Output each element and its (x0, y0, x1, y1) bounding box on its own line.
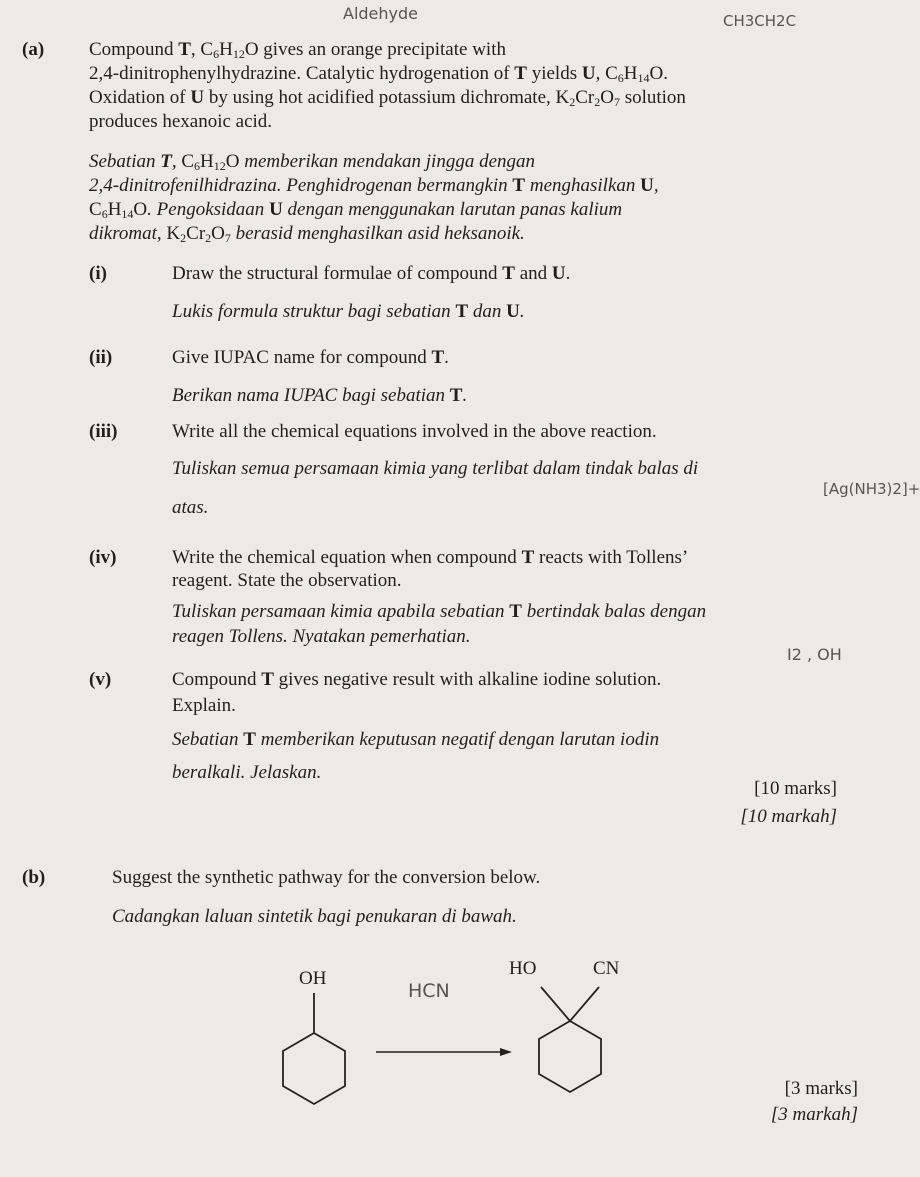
handwritten-note-iodine: I2 , OH (787, 645, 842, 664)
part-a-ms-line-4: dikromat, $K_2Cr_2O_7$ berasid menghasilkan asid heksanoik. (89, 223, 525, 245)
question-iv-number: (iv) (89, 547, 117, 568)
handwritten-note-tollens: [Ag(NH3)2]+ (823, 480, 920, 498)
part-b-en: Suggest the synthetic pathway for the conversion below. (112, 867, 541, 888)
handwritten-note-aldehyde: Aldehyde (343, 4, 418, 23)
question-i-number: (i) (89, 263, 107, 284)
part-b-marks-ms: [3 markah] (770, 1104, 858, 1125)
part-a-en-line-3: Oxidation of U by using hot acidified potassium dichromate, $K_2Cr_2O_7$ solution (89, 87, 686, 109)
product-ho-label: HO (509, 958, 537, 979)
product-ho-bond (541, 987, 570, 1021)
question-iii-ms-line-1: Tuliskan semua persamaan kimia yang terlibat dalam tindak balas di (172, 458, 699, 479)
part-a-marks-en: [10 marks] (754, 778, 837, 799)
question-ii-en: Give IUPAC name for compound T. (172, 347, 449, 368)
part-a-ms-line-3: $C_6H_{14}O$. Pengoksidaan U dengan menggunakan larutan panas kalium (89, 199, 623, 221)
question-ii-ms: Berikan nama IUPAC bagi sebatian T. (172, 385, 468, 406)
question-iv-en-line-1: Write the chemical equation when compound T reacts with Tollens’ (172, 547, 689, 568)
question-iv-ms-line-1: Tuliskan persamaan kimia apabila sebatian T bertindak balas dengan (172, 601, 707, 622)
part-a-marks-ms: [10 markah] (740, 806, 837, 827)
question-iii-ms-line-2: atas. (172, 497, 209, 518)
question-v-en-line-2: Explain. (172, 695, 236, 716)
part-b-marks-en: [3 marks] (784, 1078, 858, 1099)
question-iv-ms-line-2: reagen Tollens. Nyatakan pemerhatian. (172, 626, 471, 647)
question-i-en: Draw the structural formulae of compound T and U. (172, 263, 571, 284)
handwritten-note-formula: CH3CH2C (723, 12, 797, 30)
question-ii-number: (ii) (89, 347, 113, 368)
question-v-ms-line-2: beralkali. Jelaskan. (172, 762, 322, 783)
question-v-en-line-1: Compound T gives negative result with alkaline iodine solution. (172, 669, 662, 690)
part-a-en-line-2: 2,4-dinitrophenylhydrazine. Catalytic hydrogenation of T yields U, $C_6H_{14}O$. (89, 63, 668, 85)
question-v-number: (v) (89, 669, 112, 690)
part-b-label: (b) (22, 867, 46, 888)
handwritten-reagent-hcn: HCN (408, 980, 450, 1002)
question-iii-en: Write all the chemical equations involved in the above reaction. (172, 421, 657, 442)
part-a-label: (a) (22, 39, 45, 60)
part-a-en-line-4: produces hexanoic acid. (89, 111, 273, 132)
part-a-ms-line-2: 2,4-dinitrofenilhidrazina. Penghidrogenan bermangkin T menghasilkan U, (89, 175, 659, 196)
question-v-ms-line-1: Sebatian T memberikan keputusan negatif dengan larutan iodin (172, 729, 660, 750)
part-a-en-line-1: Compound T, $C_6H_{12}O$ gives an orange precipitate with (89, 39, 506, 61)
question-iv-en-line-2: reagent. State the observation. (172, 570, 402, 591)
part-a-ms-line-1: Sebatian T, $C_6H_{12}O$ memberikan mendakan jingga dengan (89, 151, 536, 173)
question-i-ms: Lukis formula struktur bagi sebatian T dan U. (172, 301, 525, 322)
product-cn-label: CN (593, 958, 620, 979)
question-iii-number: (iii) (89, 421, 118, 442)
part-b-ms: Cadangkan laluan sintetik bagi penukaran di bawah. (112, 906, 517, 927)
reactant-oh-label: OH (299, 968, 327, 989)
reactant-cyclohexane-ring (283, 1033, 345, 1104)
product-cyclohexane-ring (539, 1021, 601, 1092)
reaction-arrow-head (500, 1048, 512, 1056)
product-cn-bond (570, 987, 599, 1021)
